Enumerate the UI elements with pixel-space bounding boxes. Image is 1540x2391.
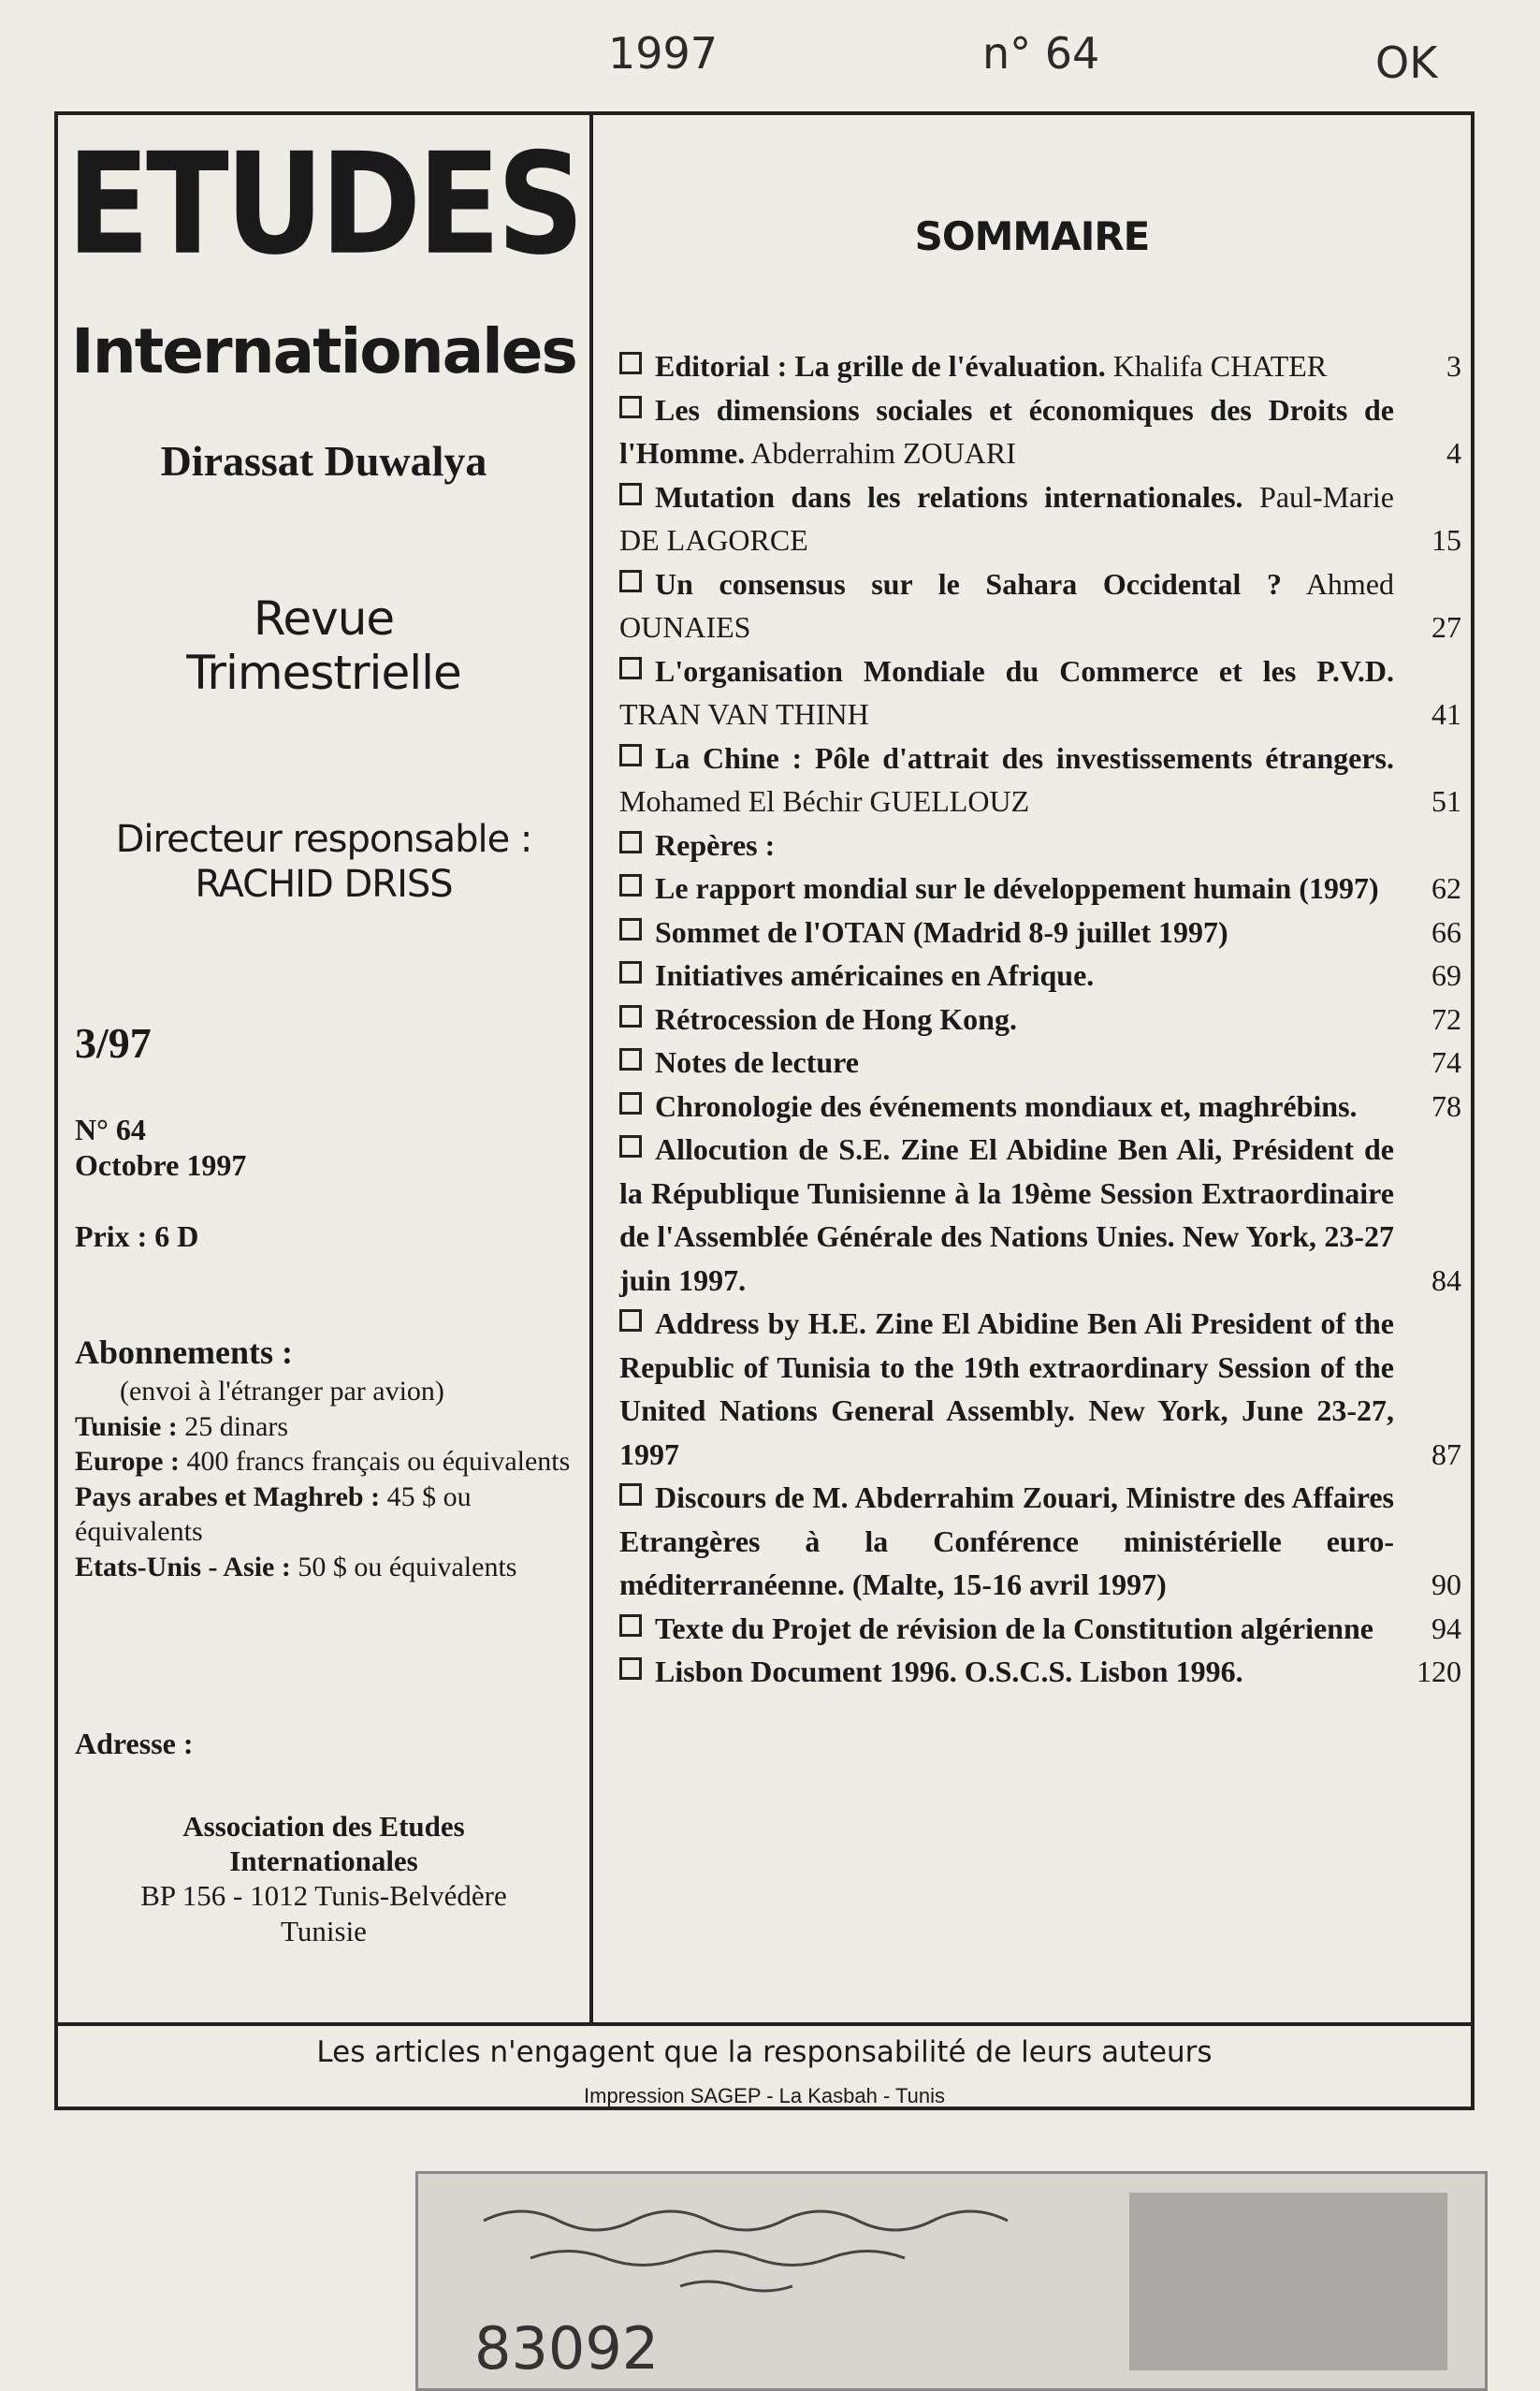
toc-entry-page: 3 [1446, 349, 1461, 383]
toc-entry-title: Le rapport mondial sur le développement humain (1997) [655, 871, 1379, 905]
issue-info [75, 1112, 246, 1184]
toc-entry-author: Ahmed OUNAIES [619, 566, 1395, 644]
address-org: Association des Etudes Internationales [182, 1810, 465, 1878]
toc-entry-title: Address by H.E. Zine El Abidine Ben Ali President of the Republic of Tunisia to the 19th extraordinary Session of the United Nations General Assembly. New York, June 23-27, 1997 [619, 1306, 1394, 1471]
handwritten-number: n° 64 [982, 28, 1100, 79]
toc-entry-title: Un consensus sur le Sahara Occidental ? [655, 566, 1282, 601]
toc-entry-page: 66 [1431, 914, 1461, 949]
toc-entry-page: 41 [1431, 697, 1461, 731]
subscriptions [75, 1332, 580, 1584]
toc-entry-page: 94 [1431, 1611, 1461, 1645]
checkbox-bullet-icon [619, 918, 642, 940]
toc-entry [619, 1085, 1461, 1129]
checkbox-bullet-icon [619, 1135, 642, 1158]
director-label: Directeur responsable : [115, 818, 532, 861]
toc-entry-title: Texte du Projet de révision de la Constitution algérienne [655, 1611, 1373, 1645]
toc-entry-page: 72 [1431, 1001, 1461, 1036]
toc-entry-page: 78 [1431, 1088, 1461, 1123]
toc-entry-title: Notes de lecture [655, 1045, 859, 1079]
toc-entry [619, 867, 1461, 911]
stamp-lettering [474, 2193, 1092, 2307]
toc-entry [619, 1476, 1461, 1607]
masthead-column [58, 115, 593, 2022]
toc-entry [619, 1128, 1461, 1302]
toc-entry-author: Mohamed El Béchir GUELLOUZ [619, 784, 1030, 818]
toc-entry-title: Initiatives américaines en Afrique. [655, 958, 1095, 992]
toc-entry-title: Rétrocession de Hong Kong. [655, 1001, 1017, 1036]
toc-entry-page: 74 [1431, 1045, 1461, 1079]
stamp-script-image [474, 2193, 1092, 2296]
toc-entry-page: 4 [1446, 436, 1461, 470]
director-name: RACHID DRISS [195, 863, 453, 906]
handwritten-year: 1997 [608, 28, 719, 79]
toc-entry [619, 954, 1461, 998]
price: Prix : 6 D [75, 1219, 199, 1253]
toc-entry-title: Lisbon Document 1996. O.S.C.S. Lisbon 1996. [655, 1655, 1243, 1688]
contents-title: SOMMAIRE [914, 213, 1150, 259]
checkbox-bullet-icon [619, 831, 642, 853]
publication-kind: Revue Trimestrielle [186, 591, 461, 700]
toc-entry [619, 562, 1461, 649]
arabic-title: Dirassat Duwalya [160, 437, 487, 485]
checkbox-bullet-icon [619, 657, 642, 679]
toc-entry [619, 1650, 1461, 1694]
checkbox-bullet-icon [619, 1048, 642, 1071]
subscription-line: Pays arabes et Maghreb : 45 $ ou équivalents [75, 1480, 472, 1547]
toc-entry-author: TRAN VAN THINH [619, 697, 869, 731]
stamp-emblem [1129, 2193, 1447, 2370]
cover-frame [54, 111, 1475, 2110]
toc-entry-title: Editorial : La grille de l'évaluation. [655, 349, 1106, 383]
toc-entry [619, 736, 1461, 824]
toc-entry-page: 51 [1431, 784, 1461, 818]
toc-entry [619, 388, 1461, 475]
stamp-number: 83092 [474, 2314, 660, 2383]
toc-entry-title: L'organisation Mondiale du Commerce et les P.V.D. [655, 653, 1394, 688]
checkbox-bullet-icon [619, 570, 642, 592]
toc-entry-author: Khalifa CHATER [1112, 349, 1328, 383]
toc-entry-page: 69 [1431, 958, 1461, 992]
checkbox-bullet-icon [619, 483, 642, 505]
toc-entry [619, 998, 1461, 1042]
checkbox-bullet-icon [619, 352, 642, 374]
toc-entry-author: Paul-Marie DE LAGORCE [619, 479, 1394, 557]
toc-entry-title: La Chine : Pôle d'attrait des investissements étrangers. [655, 740, 1394, 775]
toc-entry-page: 90 [1431, 1567, 1461, 1601]
subscription-line: Tunisie : 25 dinars [75, 1410, 289, 1442]
toc-entry [619, 649, 1461, 736]
journal-title: ETUDES [66, 122, 581, 286]
toc-entry-title: Mutation dans les relations internationales. [655, 479, 1243, 514]
toc-entry-author: Abderrahim ZOUARI [750, 436, 1016, 470]
issue-date: Octobre 1997 [75, 1148, 247, 1183]
address-line-1: BP 156 - 1012 Tunis-Belvédère [140, 1879, 507, 1913]
toc-entry-title: Chronologie des événements mondiaux et, maghrébins. [655, 1088, 1358, 1123]
contents-column [593, 115, 1471, 2022]
subscription-line: Europe : 400 francs français ou équivalents [75, 1446, 571, 1477]
checkbox-bullet-icon [619, 1309, 642, 1332]
toc-entry [619, 911, 1461, 955]
disclaimer: Les articles n'engagent que la responsabilité de leurs auteurs [316, 2035, 1213, 2069]
checkbox-bullet-icon [619, 396, 642, 418]
toc-entry-page: 87 [1431, 1436, 1461, 1471]
printer-credit: Impression SAGEP - La Kasbah - Tunis [584, 2084, 945, 2107]
toc-entry-page: 62 [1431, 871, 1461, 905]
toc-entry [619, 475, 1461, 562]
toc-entry [619, 824, 1461, 867]
toc-entry [619, 344, 1461, 388]
library-stamp [415, 2171, 1488, 2391]
subscriptions-note: (envoi à l'étranger par avion) [120, 1376, 444, 1407]
toc-entry-page: 84 [1431, 1262, 1461, 1297]
toc-entry-title: Discours de M. Abderrahim Zouari, Ministre des Affaires Etrangères à la Conférence ministérielle euro-méditerranéenne. (Malte, 15-16 avril 1997) [619, 1480, 1394, 1601]
checkbox-bullet-icon [619, 744, 642, 766]
checkbox-bullet-icon [619, 874, 642, 897]
subscription-line: Etats-Unis - Asie : 50 $ ou équivalents [75, 1551, 517, 1582]
issue-number: N° 64 [75, 1113, 146, 1146]
director [58, 817, 589, 907]
toc-entry-title: Repères : [655, 827, 776, 862]
checkbox-bullet-icon [619, 1483, 642, 1506]
journal-subtitle: Internationales [71, 315, 576, 387]
footer [58, 2022, 1471, 2110]
handwritten-ok: OK [1375, 37, 1438, 88]
toc-entry-page: 27 [1431, 610, 1461, 644]
address-line-2: Tunisie [281, 1914, 367, 1947]
checkbox-bullet-icon [619, 1657, 642, 1680]
table-of-contents [619, 344, 1461, 1694]
subscriptions-heading: Abonnements : [75, 1334, 294, 1371]
checkbox-bullet-icon [619, 1614, 642, 1637]
toc-entry-title: Sommet de l'OTAN (Madrid 8-9 juillet 1997) [655, 914, 1228, 949]
toc-entry-title: Les dimensions sociales et économiques des Droits de l'Homme. [619, 392, 1394, 470]
address-block [58, 1809, 589, 1948]
toc-entry [619, 1041, 1461, 1085]
toc-entry [619, 1607, 1461, 1651]
checkbox-bullet-icon [619, 961, 642, 984]
issue-code: 3/97 [75, 1019, 152, 1067]
toc-entry-title: Allocution de S.E. Zine El Abidine Ben Ali, Président de la République Tunisienne à la 19ème Session Extraordinaire de l'Assemblée Générale des Nations Unies. New York, 23-27 juin 1997. [619, 1132, 1394, 1297]
toc-entry-page: 15 [1431, 523, 1461, 557]
checkbox-bullet-icon [619, 1092, 642, 1115]
address-label: Adresse : [75, 1727, 194, 1760]
toc-entry-page: 120 [1417, 1655, 1461, 1688]
checkbox-bullet-icon [619, 1005, 642, 1028]
toc-entry [619, 1302, 1461, 1476]
